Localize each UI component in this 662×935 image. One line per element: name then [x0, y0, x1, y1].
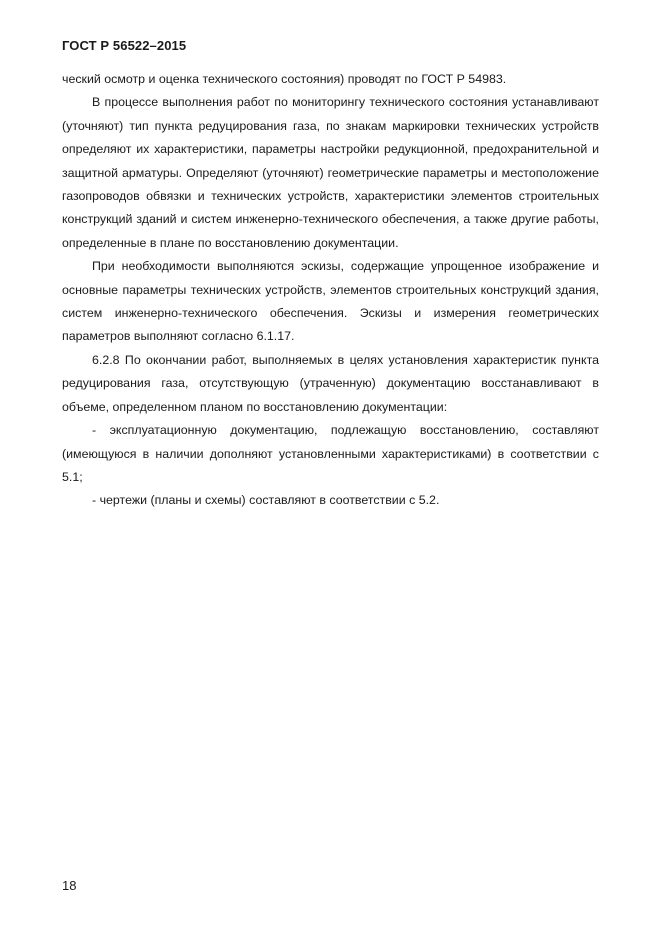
document-body	[62, 68, 599, 513]
paragraph-monitoring: В процессе выполнения работ по мониторингу технического состояния устанавливают (уточняют) тип пункта редуцирования газа, по знакам маркировки технических устройств определяют их характеристики, параметры настройки редукционной, предохранительной и защитной арматуры. Определяют (уточняют) геометрические параметры и местоположение газопроводов обвязки и технических устройств, характеристики элементов строительных конструкций зданий и систем инженерно-технического обеспечения, а также другие работы, определенные в плане по восстановлению документации.	[62, 95, 599, 250]
paragraph-6-2-8: 6.2.8 По окончании работ, выполняемых в целях установления характеристик пункта редуцирования газа, отсутствующую (утраченную) документацию восстанавливают в объеме, определенном планом по восстановлению документации:	[62, 352, 599, 414]
list-item-operational-docs: - эксплуатационную документацию, подлежащую восстановлению, составляют (имеющуюся в наличии дополняют установленными характеристиками) в соответствии с 5.1;	[62, 423, 599, 484]
paragraph-continuation: ческий осмотр и оценка технического состояния) проводят по ГОСТ Р 54983.	[62, 72, 507, 86]
page-number: 18	[62, 878, 77, 893]
document-header: ГОСТ Р 56522–2015	[62, 38, 187, 53]
paragraph-sketches: При необходимости выполняются эскизы, содержащие упрощенное изображение и основные параметры технических устройств, элементов строительных конструкций здания, систем инженерно-технического обеспечения. Эскизы и измерения геометрических параметров выполняют согласно 6.1.17.	[62, 259, 599, 344]
list-item-drawings: - чертежи (планы и схемы) составляют в соответствии с 5.2.	[92, 493, 440, 508]
